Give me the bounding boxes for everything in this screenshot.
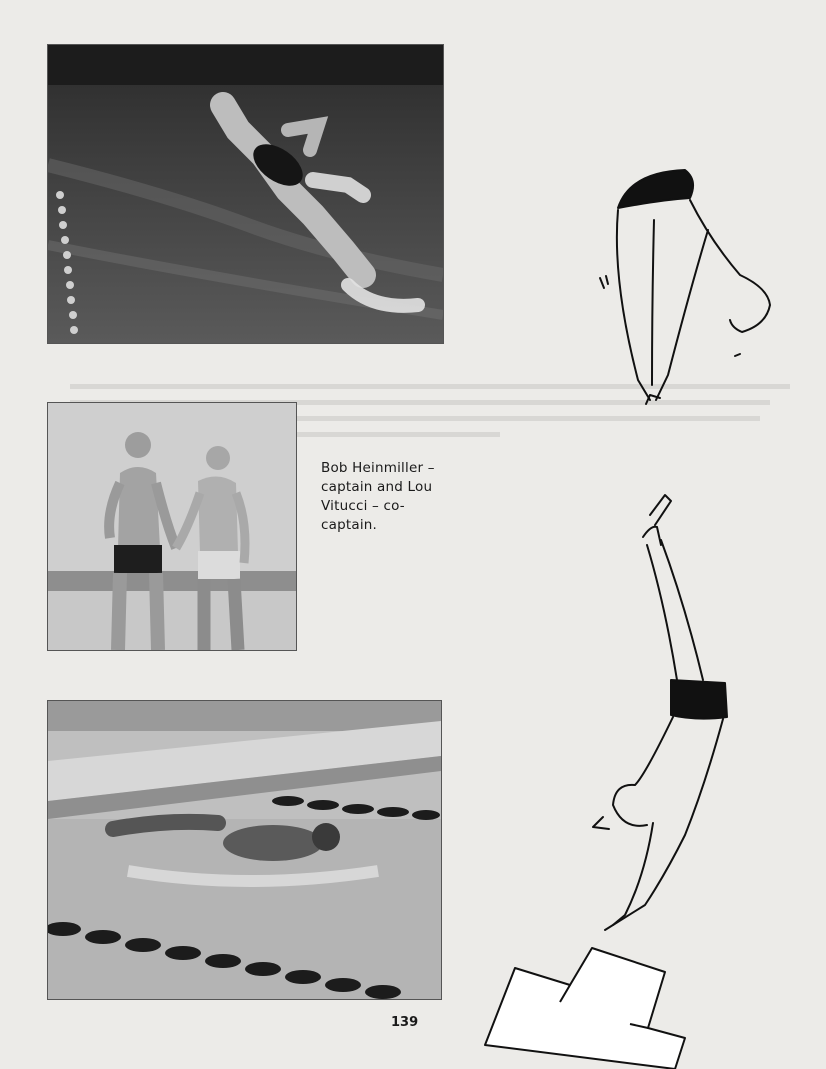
photo-swimmer-breaststroke [47, 44, 444, 344]
photo-captains-handshake [47, 402, 297, 651]
diver-entry-drawing [585, 485, 735, 935]
caption-line-4: captain. [321, 517, 378, 533]
caption-line-2: captain and Lou [321, 479, 433, 495]
bleed-through-title [340, 542, 352, 582]
photo-swimmer-freestyle [47, 700, 442, 1000]
page-number: 139 [391, 1015, 419, 1030]
diver-pike-drawing [590, 160, 780, 415]
caption-line-3: Vitucci – co- [321, 498, 405, 514]
caption-line-1: Bob Heinmiller – [321, 460, 435, 476]
photo-caption [321, 459, 461, 535]
diving-board-drawing [480, 940, 695, 1069]
